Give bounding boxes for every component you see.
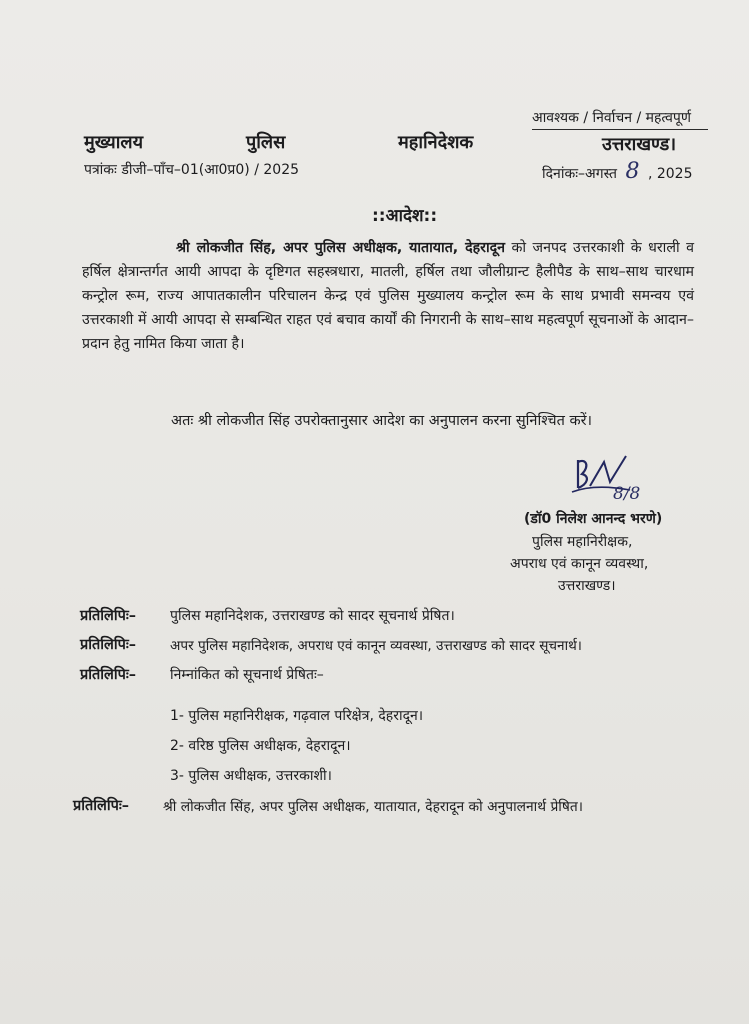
- date-year: , 2025: [647, 166, 693, 182]
- copy-entry: श्री लोकजीत सिंह, अपर पुलिस अधीक्षक, यातायात, देहरादून को अनुपालनार्थ प्रेषित।: [163, 799, 583, 815]
- date-line: [542, 159, 692, 184]
- copy-sub-item: 1- पुलिस महानिरीक्षक, गढ़वाल परिक्षेत्र, देहरादून।: [170, 708, 424, 724]
- signatory-department: अपराध एवं कानून व्यवस्था,: [510, 556, 649, 572]
- header-police: पुलिस: [246, 132, 286, 153]
- signatory-name: (डॉ0 निलेश आनन्द भरणे): [524, 511, 663, 527]
- order-text: को जनपद उत्तरकाशी के धराली व हर्षिल क्षेत्रान्तर्गत आयी आपदा के दृष्टिगत सहस्त्रधारा, मातली, हर्षिल तथा जौलीग्रान्ट हैलीपैड के साथ–साथ चारधाम कन्ट्रोल रूम, राज्य आपातकालीन परिचालन केन्द्र एवं पुलिस मुख्यालय कन्ट्रोल रूम के साथ प्रभावी समन्वय एवं उत्तरकाशी में आयी आपदा से सम्बन्धित राहत एवं बचाव कार्यों की निगरानी के साथ–साथ महत्वपूर्ण सूचनाओं के आदान–प्रदान हेतु नामित किया जाता है।: [82, 240, 694, 352]
- order-title: ::आदेश::: [372, 206, 438, 226]
- copy-label: प्रतिलिपिः–: [73, 798, 130, 814]
- header-uttarakhand: उत्तराखण्ड।: [602, 134, 677, 155]
- signature-date: 8/8: [613, 484, 641, 504]
- copy-entry: अपर पुलिस महानिदेशक, अपराध एवं कानून व्यवस्था, उत्तराखण्ड को सादर सूचनार्थ।: [170, 638, 582, 654]
- copy-sub-item: 2- वरिष्ठ पुलिस अधीक्षक, देहरादून।: [170, 738, 351, 754]
- header-director-general: महानिदेशक: [398, 132, 474, 153]
- copy-sub-item: 3- पुलिस अधीक्षक, उत्तरकाशी।: [170, 768, 332, 784]
- date-day: 8: [625, 159, 640, 184]
- order-body: [82, 236, 694, 356]
- date-label: दिनांकः–अगस्त: [542, 166, 618, 182]
- officer-name: श्री लोकजीत सिंह, अपर पुलिस अधीक्षक, यातायात, देहरादून: [176, 240, 506, 256]
- reference-number: पत्रांकः डीजी–पाँच–01(आ0प्र0) / 2025: [84, 162, 300, 178]
- signatory-designation: पुलिस महानिरीक्षक,: [532, 534, 633, 550]
- copy-label: प्रतिलिपिः–: [80, 637, 137, 653]
- compliance-line: अतः श्री लोकजीत सिंह उपरोक्तानुसार आदेश का अनुपालन करना सुनिश्चित करें।: [171, 413, 593, 429]
- copy-entry: निम्नांकित को सूचनार्थ प्रेषितः–: [170, 667, 324, 683]
- header-headquarters: मुख्यालय: [84, 132, 144, 153]
- copy-label: प्रतिलिपिः–: [80, 608, 137, 624]
- classification-underline: [532, 129, 708, 130]
- copy-label: प्रतिलिपिः–: [80, 667, 137, 683]
- signatory-state: उत्तराखण्ड।: [558, 578, 616, 594]
- copy-entry: पुलिस महानिदेशक, उत्तराखण्ड को सादर सूचनार्थ प्रेषित।: [170, 608, 455, 624]
- classification-label: आवश्यक / निर्वाचन / महत्वपूर्ण: [532, 110, 691, 126]
